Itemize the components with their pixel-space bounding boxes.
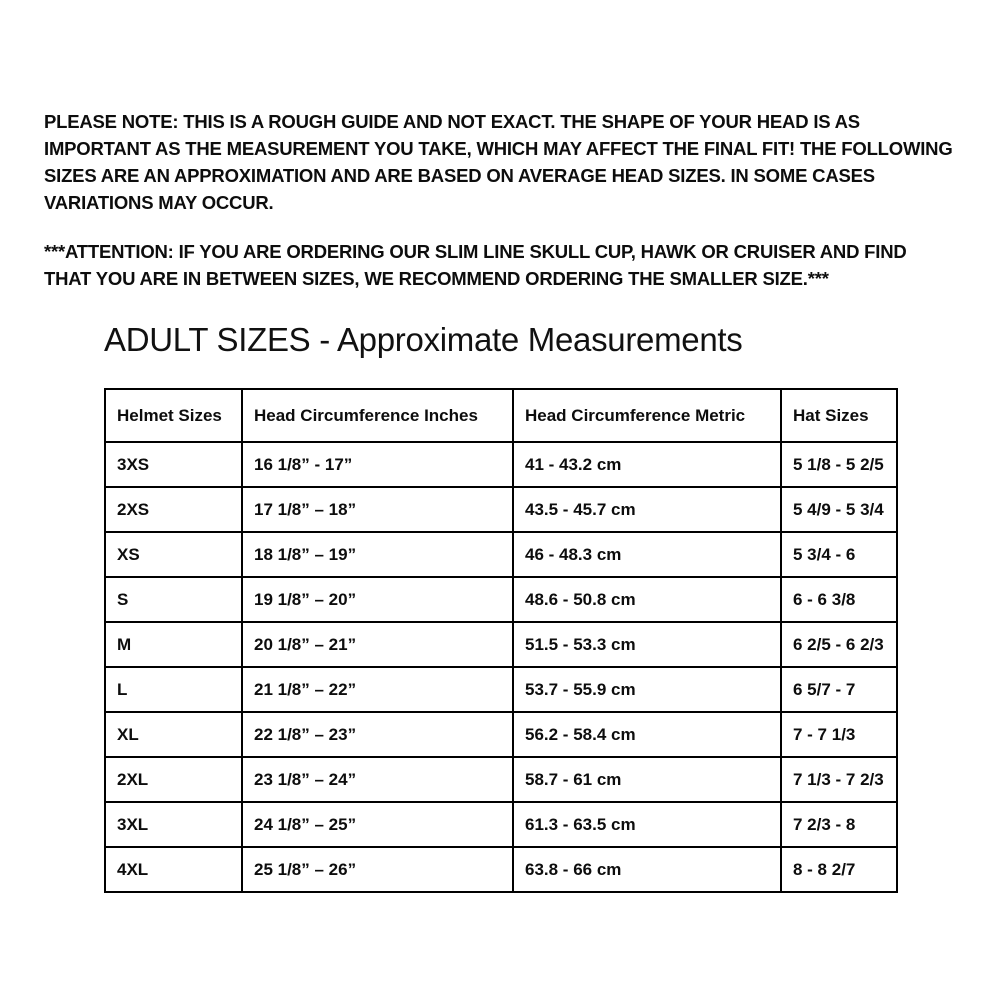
disclaimer-notes: [44, 108, 956, 292]
cell-hat-size: 5 3/4 - 6: [781, 532, 897, 577]
table-row: [105, 712, 897, 757]
table-row: [105, 667, 897, 712]
cell-hat-size: 7 1/3 - 7 2/3: [781, 757, 897, 802]
cell-hat-size: 5 4/9 - 5 3/4: [781, 487, 897, 532]
page-title: ADULT SIZES - Approximate Measurements: [104, 321, 743, 358]
column-header-head-circumference-inches: Head Circumference Inches: [242, 389, 513, 442]
table-row: [105, 622, 897, 667]
cell-circumference-metric: 41 - 43.2 cm: [513, 442, 781, 487]
cell-circumference-inches: 23 1/8” – 24”: [242, 757, 513, 802]
cell-hat-size: 7 2/3 - 8: [781, 802, 897, 847]
cell-circumference-metric: 43.5 - 45.7 cm: [513, 487, 781, 532]
cell-helmet-size: 4XL: [105, 847, 242, 892]
cell-helmet-size: XS: [105, 532, 242, 577]
column-header-head-circumference-metric: Head Circumference Metric: [513, 389, 781, 442]
cell-hat-size: 7 - 7 1/3: [781, 712, 897, 757]
cell-hat-size: 6 5/7 - 7: [781, 667, 897, 712]
cell-hat-size: 6 - 6 3/8: [781, 577, 897, 622]
cell-circumference-inches: 21 1/8” – 22”: [242, 667, 513, 712]
table-row: [105, 532, 897, 577]
cell-circumference-inches: 24 1/8” – 25”: [242, 802, 513, 847]
note-paragraph-1: PLEASE NOTE: THIS IS A ROUGH GUIDE AND NOT EXACT. THE SHAPE OF YOUR HEAD IS AS IMPORTANT AS THE MEASUREMENT YOU TAKE, WHICH MAY AFFECT THE FINAL FIT! THE FOLLOWING SIZES ARE AN APPROXIMATION AND ARE BASED ON AVERAGE HEAD SIZES. IN SOME CASES VARIATIONS MAY OCCUR.: [44, 111, 953, 213]
cell-circumference-metric: 56.2 - 58.4 cm: [513, 712, 781, 757]
column-header-helmet-sizes: Helmet Sizes: [105, 389, 242, 442]
note-paragraph-2: ***ATTENTION: IF YOU ARE ORDERING OUR SLIM LINE SKULL CUP, HAWK OR CRUISER AND FIND THAT YOU ARE IN BETWEEN SIZES, WE RECOMMEND ORDERING THE SMALLER SIZE.***: [44, 241, 907, 289]
cell-helmet-size: M: [105, 622, 242, 667]
cell-helmet-size: 3XL: [105, 802, 242, 847]
cell-circumference-metric: 46 - 48.3 cm: [513, 532, 781, 577]
cell-hat-size: 5 1/8 - 5 2/5: [781, 442, 897, 487]
table-body: [105, 442, 897, 892]
cell-helmet-size: 2XL: [105, 757, 242, 802]
cell-circumference-metric: 53.7 - 55.9 cm: [513, 667, 781, 712]
size-chart-container: [104, 388, 896, 893]
cell-circumference-inches: 17 1/8” – 18”: [242, 487, 513, 532]
cell-hat-size: 8 - 8 2/7: [781, 847, 897, 892]
cell-circumference-inches: 19 1/8” – 20”: [242, 577, 513, 622]
table-row: [105, 442, 897, 487]
cell-helmet-size: S: [105, 577, 242, 622]
table-row: [105, 487, 897, 532]
cell-circumference-metric: 58.7 - 61 cm: [513, 757, 781, 802]
cell-circumference-inches: 16 1/8” - 17”: [242, 442, 513, 487]
cell-circumference-inches: 25 1/8” – 26”: [242, 847, 513, 892]
table-row: [105, 847, 897, 892]
table-row: [105, 802, 897, 847]
cell-circumference-inches: 20 1/8” – 21”: [242, 622, 513, 667]
cell-circumference-inches: 18 1/8” – 19”: [242, 532, 513, 577]
cell-helmet-size: 2XS: [105, 487, 242, 532]
cell-circumference-metric: 63.8 - 66 cm: [513, 847, 781, 892]
cell-helmet-size: XL: [105, 712, 242, 757]
cell-helmet-size: L: [105, 667, 242, 712]
cell-hat-size: 6 2/5 - 6 2/3: [781, 622, 897, 667]
adult-size-table: [104, 388, 898, 893]
cell-circumference-metric: 61.3 - 63.5 cm: [513, 802, 781, 847]
table-row: [105, 757, 897, 802]
table-row: [105, 577, 897, 622]
cell-circumference-inches: 22 1/8” – 23”: [242, 712, 513, 757]
table-header-row: [105, 389, 897, 442]
column-header-hat-sizes: Hat Sizes: [781, 389, 897, 442]
cell-circumference-metric: 48.6 - 50.8 cm: [513, 577, 781, 622]
cell-helmet-size: 3XS: [105, 442, 242, 487]
cell-circumference-metric: 51.5 - 53.3 cm: [513, 622, 781, 667]
